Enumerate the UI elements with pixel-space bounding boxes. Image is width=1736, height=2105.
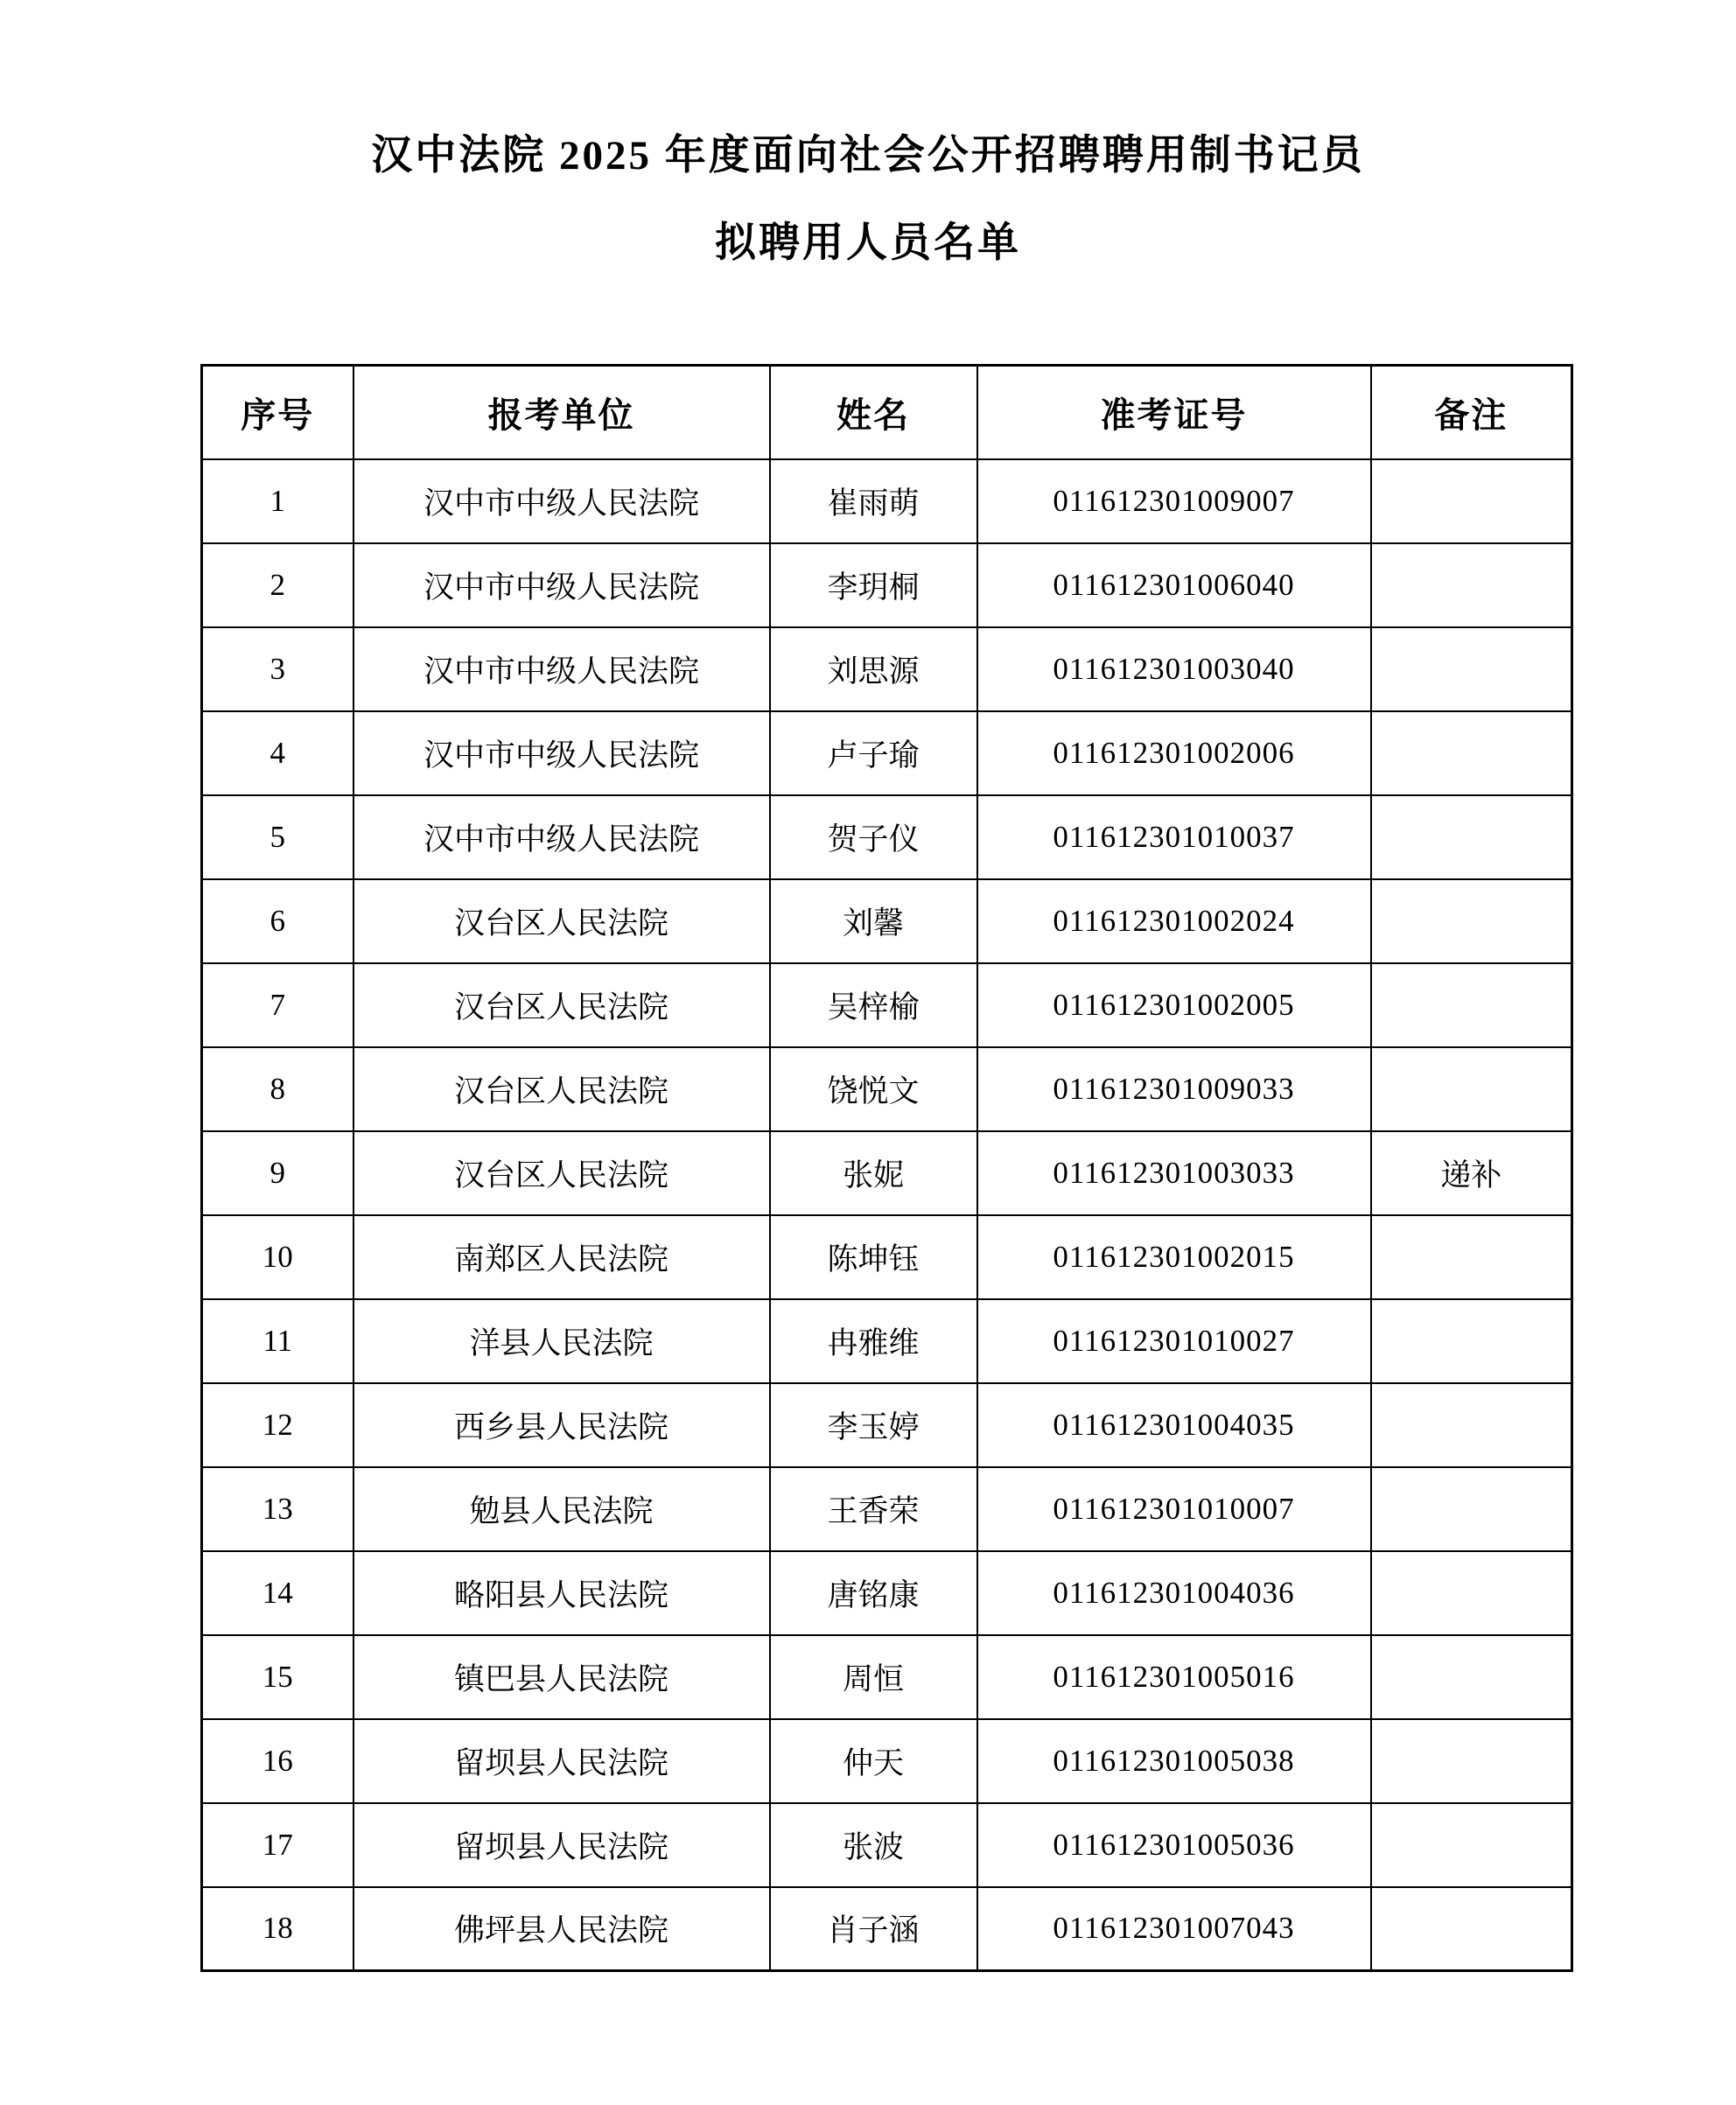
ticket-number-cell: 011612301002015 bbox=[977, 1215, 1371, 1299]
remark-cell bbox=[1371, 627, 1572, 711]
unit-cell: 洋县人民法院 bbox=[354, 1299, 770, 1383]
remark-cell bbox=[1371, 1803, 1572, 1887]
row-number-cell: 17 bbox=[202, 1803, 354, 1887]
title-line-1: 汉中法院 2025 年度面向社会公开招聘聘用制书记员 bbox=[371, 133, 1365, 178]
table-row bbox=[202, 1215, 1572, 1299]
unit-cell: 勉县人民法院 bbox=[354, 1467, 770, 1551]
row-number-cell: 12 bbox=[202, 1383, 354, 1467]
header-cell-unit: 报考单位 bbox=[354, 366, 770, 459]
remark-cell bbox=[1371, 963, 1572, 1047]
ticket-number-cell: 011612301007043 bbox=[977, 1887, 1371, 1971]
row-number-cell: 5 bbox=[202, 795, 354, 879]
table-row bbox=[202, 795, 1572, 879]
table-row bbox=[202, 1131, 1572, 1215]
name-cell: 冉雅维 bbox=[770, 1299, 977, 1383]
name-cell: 饶悦文 bbox=[770, 1047, 977, 1131]
hired-personnel-table bbox=[200, 364, 1573, 1972]
remark-cell bbox=[1371, 1719, 1572, 1803]
unit-cell: 汉中市中级人民法院 bbox=[354, 627, 770, 711]
ticket-number-cell: 011612301006040 bbox=[977, 543, 1371, 627]
ticket-number-cell: 011612301005036 bbox=[977, 1803, 1371, 1887]
row-number-cell: 1 bbox=[202, 459, 354, 543]
table-row bbox=[202, 1047, 1572, 1131]
table-row bbox=[202, 459, 1572, 543]
unit-cell: 南郑区人民法院 bbox=[354, 1215, 770, 1299]
name-cell: 卢子瑜 bbox=[770, 711, 977, 795]
header-cell-no: 序号 bbox=[202, 366, 354, 459]
row-number-cell: 3 bbox=[202, 627, 354, 711]
header-cell-remark: 备注 bbox=[1371, 366, 1572, 459]
header-cell-ticket: 准考证号 bbox=[977, 366, 1371, 459]
unit-cell: 镇巴县人民法院 bbox=[354, 1635, 770, 1719]
remark-cell bbox=[1371, 1635, 1572, 1719]
table-row bbox=[202, 1383, 1572, 1467]
row-number-cell: 11 bbox=[202, 1299, 354, 1383]
table-body bbox=[202, 459, 1572, 1971]
ticket-number-cell: 011612301004035 bbox=[977, 1383, 1371, 1467]
table-row bbox=[202, 1887, 1572, 1971]
name-cell: 张妮 bbox=[770, 1131, 977, 1215]
row-number-cell: 4 bbox=[202, 711, 354, 795]
ticket-number-cell: 011612301010027 bbox=[977, 1299, 1371, 1383]
row-number-cell: 2 bbox=[202, 543, 354, 627]
name-cell: 刘思源 bbox=[770, 627, 977, 711]
table-row bbox=[202, 1299, 1572, 1383]
table-row bbox=[202, 963, 1572, 1047]
row-number-cell: 7 bbox=[202, 963, 354, 1047]
ticket-number-cell: 011612301009033 bbox=[977, 1047, 1371, 1131]
unit-cell: 汉中市中级人民法院 bbox=[354, 459, 770, 543]
remark-cell bbox=[1371, 543, 1572, 627]
name-cell: 张波 bbox=[770, 1803, 977, 1887]
row-number-cell: 9 bbox=[202, 1131, 354, 1215]
remark-cell bbox=[1371, 1467, 1572, 1551]
name-cell: 李玉婷 bbox=[770, 1383, 977, 1467]
table-row bbox=[202, 711, 1572, 795]
row-number-cell: 10 bbox=[202, 1215, 354, 1299]
row-number-cell: 18 bbox=[202, 1887, 354, 1971]
unit-cell: 汉台区人民法院 bbox=[354, 963, 770, 1047]
table-row bbox=[202, 1635, 1572, 1719]
table-row bbox=[202, 879, 1572, 963]
remark-cell bbox=[1371, 1551, 1572, 1635]
table-row bbox=[202, 1803, 1572, 1887]
name-cell: 唐铭康 bbox=[770, 1551, 977, 1635]
unit-cell: 汉中市中级人民法院 bbox=[354, 543, 770, 627]
table-row bbox=[202, 543, 1572, 627]
ticket-number-cell: 011612301002024 bbox=[977, 879, 1371, 963]
remark-cell bbox=[1371, 1215, 1572, 1299]
table-row bbox=[202, 1551, 1572, 1635]
remark-cell: 递补 bbox=[1371, 1131, 1572, 1215]
remark-cell bbox=[1371, 459, 1572, 543]
unit-cell: 略阳县人民法院 bbox=[354, 1551, 770, 1635]
ticket-number-cell: 011612301005038 bbox=[977, 1719, 1371, 1803]
ticket-number-cell: 011612301003040 bbox=[977, 627, 1371, 711]
ticket-number-cell: 011612301009007 bbox=[977, 459, 1371, 543]
unit-cell: 佛坪县人民法院 bbox=[354, 1887, 770, 1971]
table-row bbox=[202, 627, 1572, 711]
name-cell: 李玥桐 bbox=[770, 543, 977, 627]
header-cell-name: 姓名 bbox=[770, 366, 977, 459]
table-row bbox=[202, 1467, 1572, 1551]
unit-cell: 留坝县人民法院 bbox=[354, 1719, 770, 1803]
remark-cell bbox=[1371, 1299, 1572, 1383]
row-number-cell: 6 bbox=[202, 879, 354, 963]
unit-cell: 西乡县人民法院 bbox=[354, 1383, 770, 1467]
name-cell: 崔雨萌 bbox=[770, 459, 977, 543]
ticket-number-cell: 011612301004036 bbox=[977, 1551, 1371, 1635]
name-cell: 周恒 bbox=[770, 1635, 977, 1719]
name-cell: 王香荣 bbox=[770, 1467, 977, 1551]
name-cell: 贺子仪 bbox=[770, 795, 977, 879]
remark-cell bbox=[1371, 879, 1572, 963]
ticket-number-cell: 011612301002005 bbox=[977, 963, 1371, 1047]
ticket-number-cell: 011612301010007 bbox=[977, 1467, 1371, 1551]
ticket-number-cell: 011612301005016 bbox=[977, 1635, 1371, 1719]
row-number-cell: 16 bbox=[202, 1719, 354, 1803]
table-row bbox=[202, 1719, 1572, 1803]
title-line-2: 拟聘用人员名单 bbox=[715, 220, 1021, 266]
unit-cell: 汉台区人民法院 bbox=[354, 1047, 770, 1131]
ticket-number-cell: 011612301002006 bbox=[977, 711, 1371, 795]
name-cell: 刘馨 bbox=[770, 879, 977, 963]
row-number-cell: 13 bbox=[202, 1467, 354, 1551]
row-number-cell: 8 bbox=[202, 1047, 354, 1131]
remark-cell bbox=[1371, 1047, 1572, 1131]
unit-cell: 汉中市中级人民法院 bbox=[354, 795, 770, 879]
ticket-number-cell: 011612301010037 bbox=[977, 795, 1371, 879]
remark-cell bbox=[1371, 1887, 1572, 1971]
name-cell: 陈坤钰 bbox=[770, 1215, 977, 1299]
table-header-row bbox=[202, 366, 1572, 459]
table-header bbox=[202, 366, 1572, 459]
name-cell: 吴梓榆 bbox=[770, 963, 977, 1047]
remark-cell bbox=[1371, 711, 1572, 795]
row-number-cell: 15 bbox=[202, 1635, 354, 1719]
name-cell: 仲天 bbox=[770, 1719, 977, 1803]
unit-cell: 留坝县人民法院 bbox=[354, 1803, 770, 1887]
name-cell: 肖子涵 bbox=[770, 1887, 977, 1971]
ticket-number-cell: 011612301003033 bbox=[977, 1131, 1371, 1215]
document-title bbox=[0, 112, 1736, 287]
remark-cell bbox=[1371, 1383, 1572, 1467]
unit-cell: 汉中市中级人民法院 bbox=[354, 711, 770, 795]
unit-cell: 汉台区人民法院 bbox=[354, 879, 770, 963]
unit-cell: 汉台区人民法院 bbox=[354, 1131, 770, 1215]
remark-cell bbox=[1371, 795, 1572, 879]
row-number-cell: 14 bbox=[202, 1551, 354, 1635]
